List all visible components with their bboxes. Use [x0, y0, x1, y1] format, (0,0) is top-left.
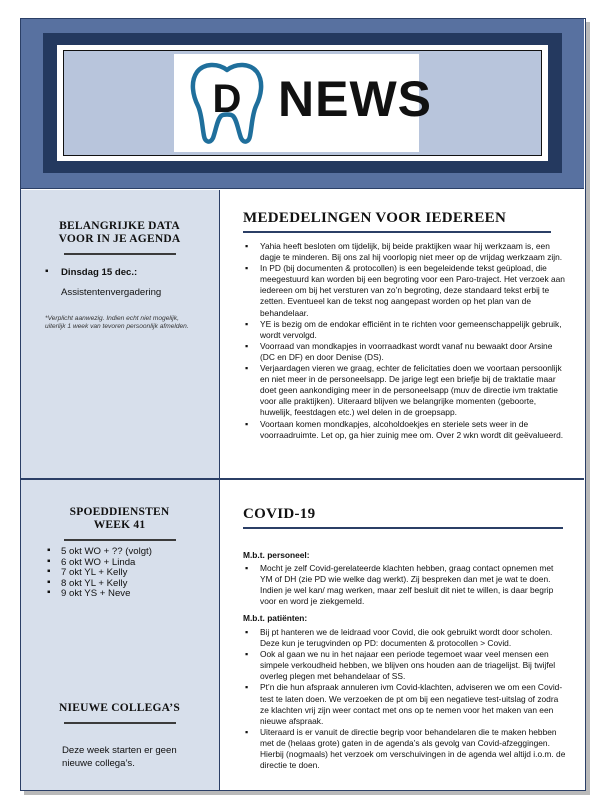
agenda-title-rule [64, 253, 176, 255]
announcement-item: ▪ In PD (bij documenten & protocollen) is een begeleidende tekst geüpload, die meegestuurd kan worden bij een begroting voor een Paro-traject. Het verzoek aan iedereen om bij het versturen van zo’n begroting, deze standaard tekst erbij te zetten. Eventueel kan de tekst nog aangepast worden op het plan van de behandelaar. [243, 263, 565, 318]
colleagues-section [21, 702, 218, 769]
covid-patient-list [243, 627, 567, 771]
logo-frame [57, 45, 548, 161]
covid-patient-item: ▪ Ook al gaan we nu in het najaar een periode tegemoet waar veel mensen een simpele verkoudheid hebben, we blijven ons houden aan de triagelijst. Bij twijfel overleg plegen met behandelaar of SS. [243, 649, 567, 682]
newsletter-page [20, 18, 586, 791]
covid-staff-list [243, 563, 567, 607]
spoed-list-item: ▪ 9 okt YS + Neve [47, 589, 152, 600]
covid-patient-item: ▪ Uiteraard is er vanuit de directie begrip voor behandelaren die te maken hebben met de (helaas grote) gaten in de agenda’s als gevolg van Covid-afzeggingen. Hierbij (nogmaals) het verzoek om verschuivingen in de agenda wel altijd i.o.m. de directie te doen. [243, 727, 567, 771]
header-inner-panel [43, 33, 562, 173]
logo-word: NEWS [278, 71, 432, 127]
newsletter-header [21, 19, 584, 189]
spoed-section [21, 506, 218, 600]
covid-staff-heading: M.b.t. personeel: [243, 550, 310, 560]
logo-letter: D [212, 77, 242, 121]
spoed-title [21, 506, 218, 532]
colleagues-title-rule [64, 722, 176, 724]
agenda-title-line1: BELANGRIJKE DATA [59, 220, 180, 232]
spoed-list-item: ▪ 8 okt YL + Kelly [47, 579, 152, 590]
announcements-list [243, 241, 565, 441]
announcements-title-rule [243, 231, 551, 233]
agenda-item-date: Dinsdag 15 dec.: [61, 267, 138, 278]
covid-patient-item: ▪ Bij pt hanteren we de leidraad voor Covid, die ook gebruikt wordt door scholen. Deze kun je terugvinden op PD: documenten & protocollen > Covid. [243, 627, 567, 649]
announcement-item: ▪ Yahia heeft besloten om tijdelijk, bij beide praktijken waar hij werkzaam is, een dagje te minderen. Bij ons zal hij voorlopig niet meer op de vrijdag werkzaam zijn. [243, 241, 565, 263]
announcement-item: ▪ Voorraad van mondkapjes in voorraadkast wordt vanaf nu bewaakt door Arsine (DC en DF) en door Denise (DS). [243, 341, 565, 363]
covid-staff-item: ▪ Mocht je zelf Covid-gerelateerde klachten hebben, graag contact opnemen met YM of DH (zie PD wie welke dag werkt). Zij bespreken dan met je wat te doen. Indien je wel kan/ mag werken, maar zelf besluit dit niet te willen, is daar begrip voor en word je ziekgemeld. [243, 563, 567, 607]
spoed-title-rule [64, 539, 176, 541]
logo [174, 54, 432, 152]
announcements-title: MEDEDELINGEN VOOR IEDEREEN [243, 210, 507, 226]
spoed-list-item: ▪ 6 okt WO + Linda [47, 558, 152, 569]
covid-patient-heading: M.b.t. patiënten: [243, 613, 308, 623]
spoed-list-item: ▪ 7 okt YL + Kelly [47, 568, 152, 579]
covid-patient-item: ▪ Pt’n die hun afspraak annuleren ivm Covid-klachten, adviseren we om een Covid-test te laten doen. We verzoeken de pt om bij een negatieve test-uitslag of zodra ze klachten vrij zijn weer contact met ons op te nemen voor het maken van een nieuwe afspraak. [243, 682, 567, 726]
covid-title: COVID-19 [243, 506, 316, 522]
covid-title-rule [243, 527, 563, 529]
sidebar [21, 190, 220, 790]
agenda-item-desc: Assistentenvergadering [61, 287, 162, 298]
agenda-title [21, 220, 218, 246]
main-content [221, 190, 584, 790]
announcement-item: ▪ YE is bezig om de endokar efficiënt in te richten voor gemeenschappelijk gebruik, wordt vervolgd. [243, 319, 565, 341]
tooth-logo-icon [188, 60, 266, 146]
announcement-item: ▪ Voortaan komen mondkapjes, alcoholdoekjes en steriele sets weer in de voorraadruimte. Let op, ga hier zuinig mee om. Over 2 wkn wordt dit geëvalueerd. [243, 419, 565, 441]
spoed-title-line1: SPOEDDIENSTEN [69, 506, 170, 518]
spoed-list-item: ▪ 5 okt WO + ?? (volgt) [47, 547, 152, 558]
bullet-icon: ▪ [45, 266, 49, 277]
agenda-title-line2: VOOR IN JE AGENDA [58, 233, 181, 245]
logo-band [63, 50, 542, 156]
spoed-list [47, 547, 152, 600]
colleagues-title: NIEUWE COLLEGA’S [59, 702, 180, 714]
spoed-title-line2: WEEK 41 [93, 519, 146, 531]
colleagues-text: Deze week starten er geen nieuwe collega’s. [62, 745, 177, 769]
agenda-section [21, 220, 218, 331]
agenda-note: *Verplicht aanwezig. Indien echt niet mogelijk, uiterlijk 1 week van tevoren persoonlijk afmelden. [45, 315, 189, 331]
announcement-item: ▪ Verjaardagen vieren we graag, echter de felicitaties doen we voortaan persoonlijk en niet meer in de personeelsapp. De jarige legt een briefje bij de traktatie maar doet geen aankondiging meer in de personeelsapp (muv de directie ivm traktatie voor alle praktijken). Uiteraard blijven we belangrijke momenten (geboorte, huwelijk, feestdagen etc.) wel delen in de groepsapp. [243, 363, 565, 418]
